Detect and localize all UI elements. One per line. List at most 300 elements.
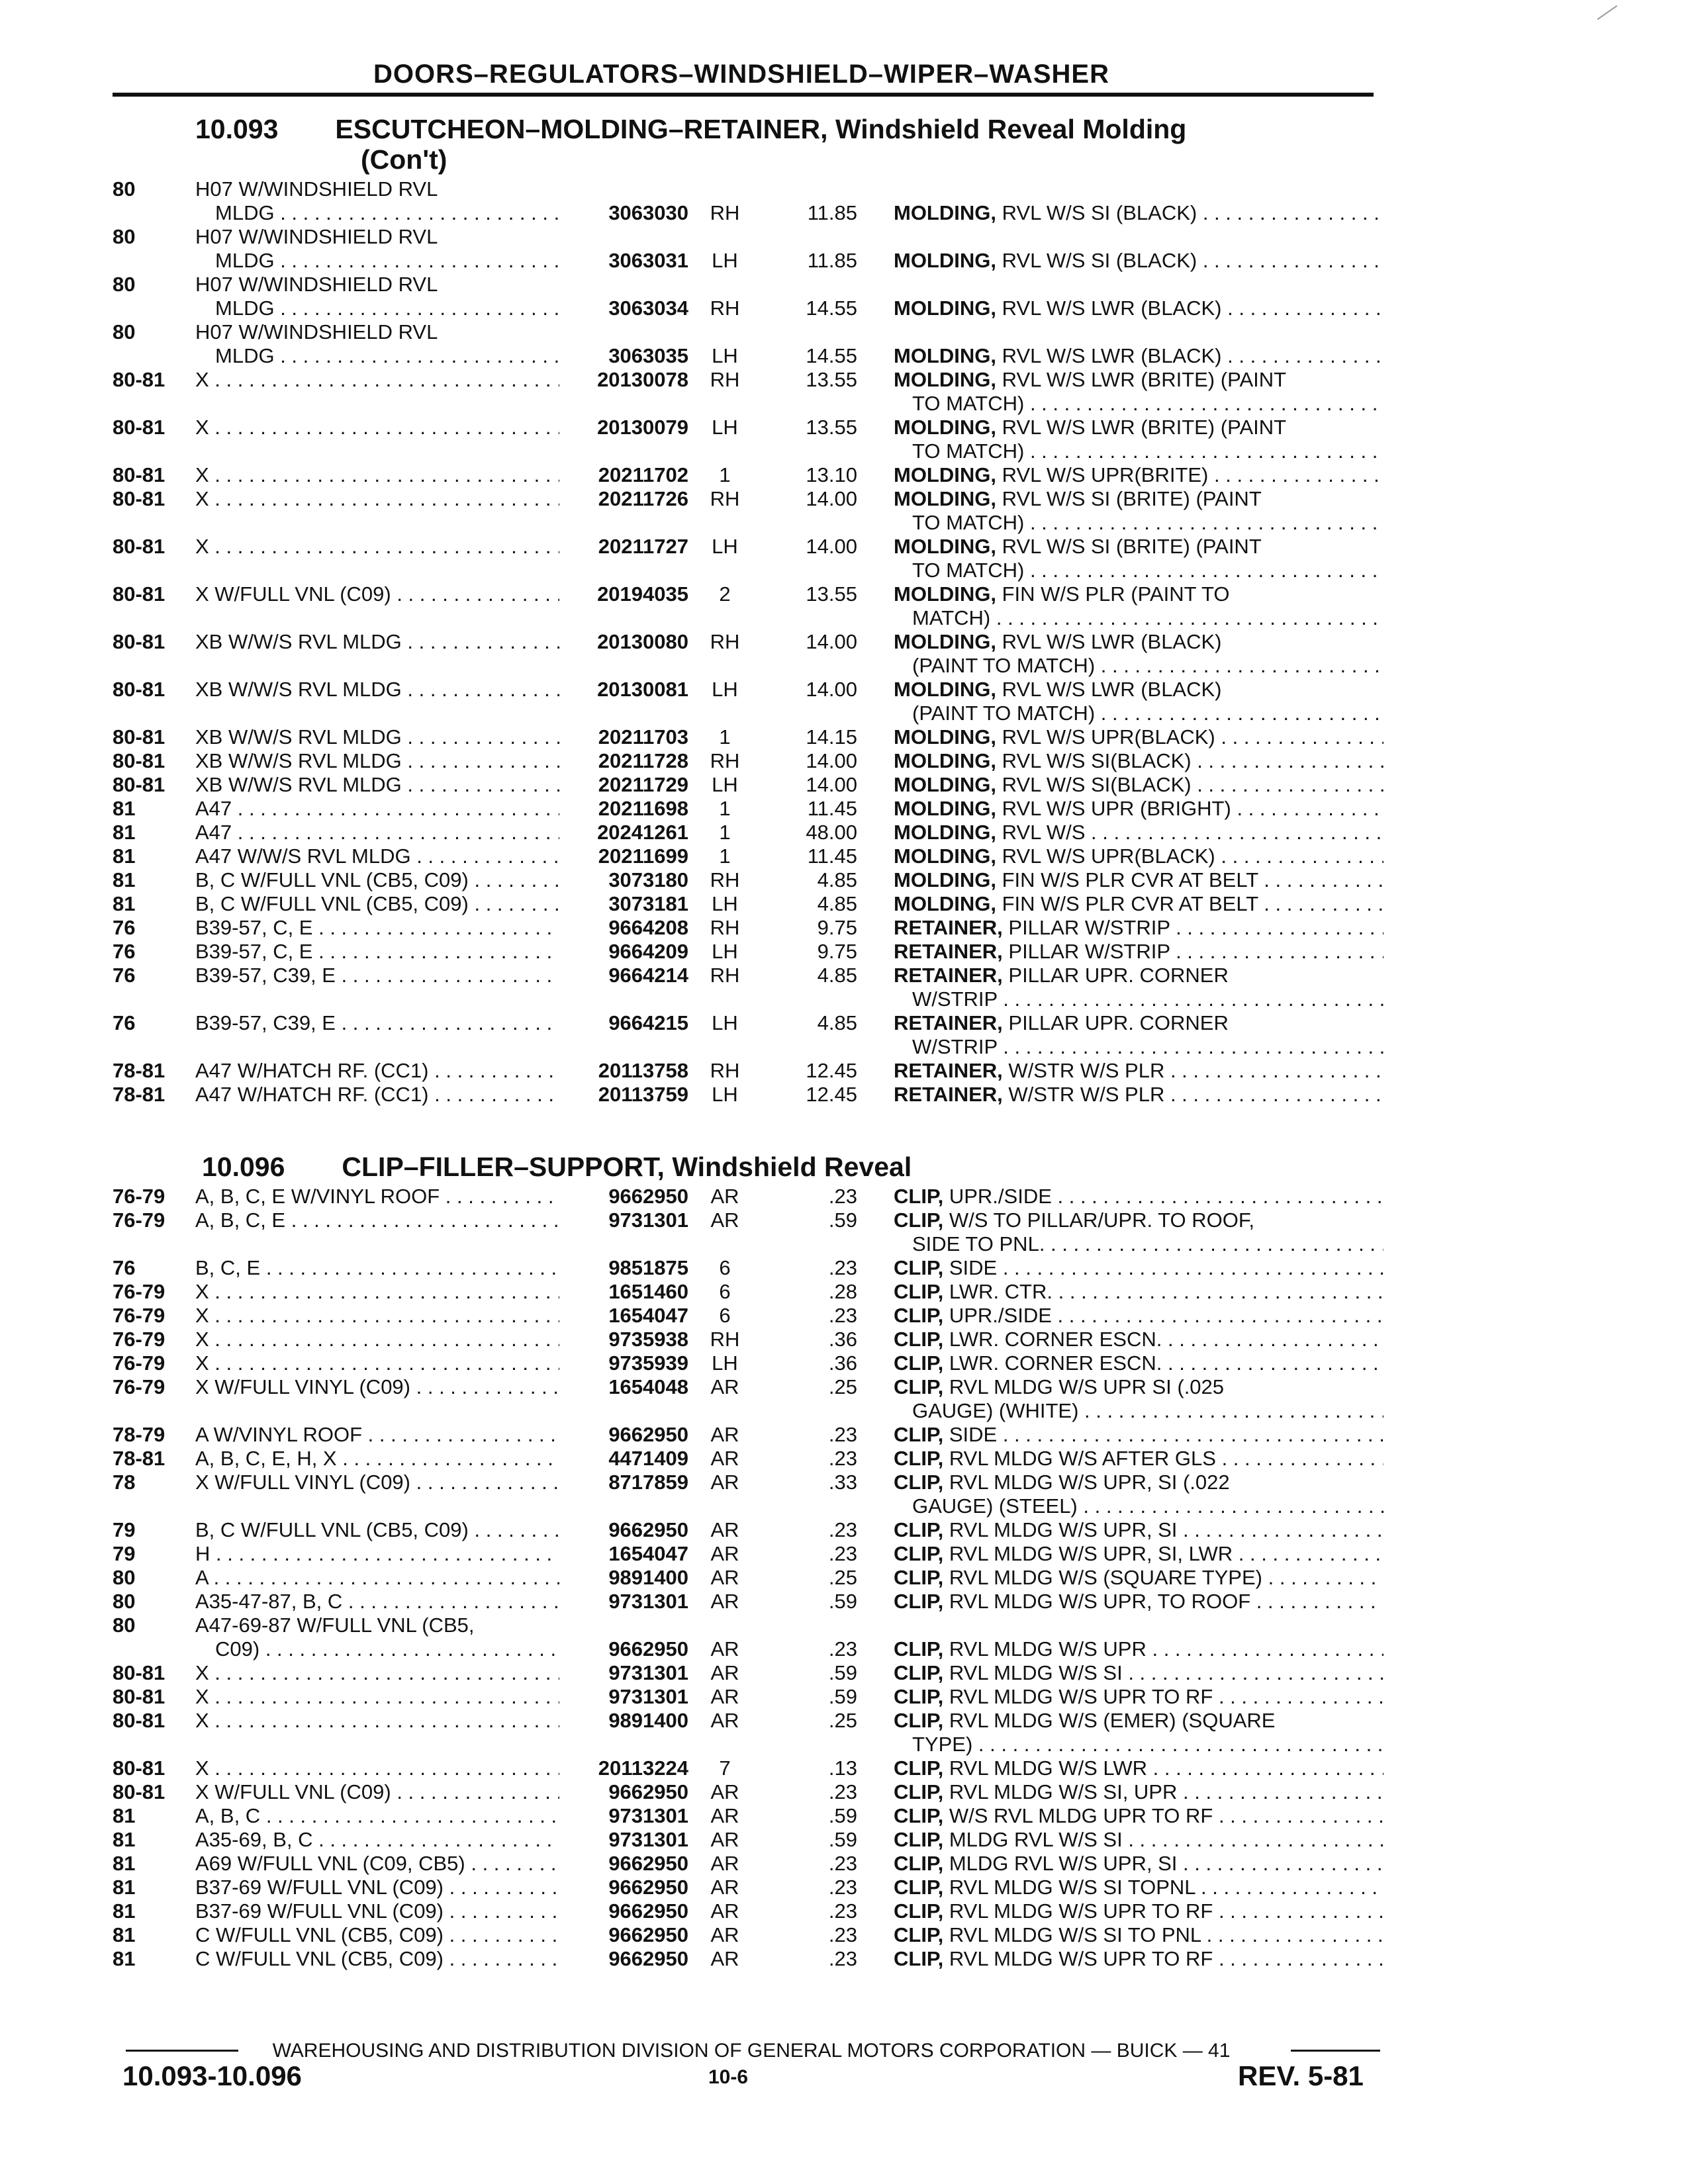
table-row bbox=[113, 1328, 1390, 1351]
part-name bbox=[894, 1709, 1383, 1756]
part-name-line-1: RVL MLDG W/S UPR SI (.025 bbox=[949, 1375, 1225, 1398]
part-name-line-2: (PAINT TO MATCH) . . . bbox=[894, 654, 1383, 678]
list-price: 14.00 bbox=[806, 678, 857, 701]
part-name-line-1: RVL W/S SI (BRITE) (PAINT bbox=[1002, 535, 1262, 558]
quantity: RH bbox=[710, 916, 740, 939]
part-name bbox=[894, 844, 1383, 868]
section-title: ESCUTCHEON–MOLDING–RETAINER, bbox=[335, 114, 828, 144]
model-year: 80-81 bbox=[113, 678, 165, 701]
model-year: 80 bbox=[113, 225, 136, 248]
part-name bbox=[894, 1256, 1383, 1280]
model-description bbox=[195, 1804, 559, 1828]
quantity: AR bbox=[710, 1661, 739, 1684]
quantity: AR bbox=[710, 1208, 739, 1232]
description-line-1: B, C, E . . . bbox=[195, 1256, 559, 1279]
part-name bbox=[894, 1876, 1383, 1899]
part-noun: CLIP, bbox=[894, 1256, 944, 1279]
part-number: 9731301 bbox=[608, 1208, 688, 1232]
part-number: 20211729 bbox=[598, 773, 688, 796]
model-description bbox=[195, 1328, 559, 1351]
model-year: 80 bbox=[113, 1566, 136, 1589]
part-noun: CLIP, bbox=[894, 1828, 944, 1851]
part-name-line-1: RVL MLDG W/S SI TOPNL . . . bbox=[949, 1876, 1383, 1899]
part-number: 20113759 bbox=[598, 1083, 688, 1106]
list-price: .23 bbox=[828, 1256, 857, 1279]
part-name-line-2: MATCH) . . . bbox=[894, 606, 1383, 630]
quantity: 7 bbox=[719, 1756, 731, 1780]
list-price: 4.85 bbox=[817, 868, 857, 891]
part-number: 9851875 bbox=[608, 1256, 688, 1279]
part-number: 9662950 bbox=[608, 1518, 688, 1541]
part-name-line-2: TYPE) . . . bbox=[894, 1733, 1383, 1756]
part-name bbox=[894, 797, 1383, 821]
model-description bbox=[195, 1280, 559, 1304]
part-name bbox=[894, 296, 1383, 320]
part-name-line-1: UPR./SIDE . . . bbox=[949, 1185, 1383, 1208]
part-name bbox=[894, 678, 1383, 725]
part-name-line-1: RVL W/S SI (BLACK) . . . bbox=[1002, 201, 1383, 224]
parts-table-10-096 bbox=[113, 1185, 1390, 1971]
table-row bbox=[113, 1685, 1390, 1709]
part-name-line-1: PILLAR UPR. CORNER bbox=[1008, 964, 1229, 987]
part-noun: MOLDING, bbox=[894, 749, 996, 772]
table-row bbox=[113, 1083, 1390, 1107]
list-price: .59 bbox=[828, 1661, 857, 1684]
table-row bbox=[113, 320, 1390, 368]
table-row bbox=[113, 582, 1390, 630]
footer-revision: REV. 5-81 bbox=[1238, 2060, 1364, 2091]
part-noun: CLIP, bbox=[894, 1447, 944, 1470]
part-noun: CLIP, bbox=[894, 1351, 944, 1375]
part-name-line-1: RVL MLDG W/S AFTER GLS . . . bbox=[949, 1447, 1383, 1470]
part-number: 20130080 bbox=[597, 630, 688, 653]
model-year: 81 bbox=[113, 892, 136, 915]
part-name bbox=[894, 1542, 1383, 1566]
model-year: 81 bbox=[113, 844, 136, 868]
model-description bbox=[195, 964, 559, 987]
part-name-line-1: RVL MLDG W/S UPR, SI . . . bbox=[949, 1518, 1383, 1541]
part-name bbox=[894, 463, 1383, 487]
list-price: .25 bbox=[828, 1709, 857, 1732]
model-description bbox=[195, 1828, 559, 1852]
part-name bbox=[894, 1471, 1383, 1518]
list-price: .59 bbox=[828, 1804, 857, 1827]
model-year: 76 bbox=[113, 1011, 136, 1034]
part-name bbox=[894, 1185, 1383, 1208]
table-row bbox=[113, 1804, 1390, 1828]
model-year: 80-81 bbox=[113, 749, 165, 772]
list-price: 12.45 bbox=[806, 1083, 857, 1106]
table-row bbox=[113, 1876, 1390, 1899]
quantity: LH bbox=[712, 1351, 738, 1375]
list-price: .23 bbox=[828, 1185, 857, 1208]
description-line-1: A, B, C, E W/VINYL ROOF . . . bbox=[195, 1185, 559, 1208]
model-year: 80-81 bbox=[113, 773, 165, 796]
description-line-2: MLDG . . . bbox=[195, 344, 559, 368]
part-name-line-1: W/S TO PILLAR/UPR. TO ROOF, bbox=[949, 1208, 1254, 1232]
part-name-line-2: (PAINT TO MATCH) . . . bbox=[894, 702, 1383, 725]
list-price: .59 bbox=[828, 1590, 857, 1613]
part-number: 9731301 bbox=[608, 1685, 688, 1708]
part-name bbox=[894, 1947, 1383, 1971]
description-line-1: X . . . bbox=[195, 487, 559, 510]
model-description bbox=[195, 273, 559, 320]
part-name-line-1: RVL W/S UPR (BRIGHT) . . . bbox=[1002, 797, 1383, 820]
part-name bbox=[894, 487, 1383, 535]
quantity: LH bbox=[712, 249, 738, 272]
description-line-2: MLDG . . . bbox=[195, 201, 559, 225]
model-description bbox=[195, 1590, 559, 1614]
part-noun: CLIP, bbox=[894, 1518, 944, 1541]
part-name bbox=[894, 821, 1383, 844]
list-price: 11.85 bbox=[807, 249, 857, 272]
part-noun: RETAINER, bbox=[894, 916, 1003, 939]
model-year: 80 bbox=[113, 177, 136, 201]
description-line-1: H07 W/WINDSHIELD RVL bbox=[195, 273, 438, 296]
part-name bbox=[894, 1756, 1383, 1780]
part-noun: CLIP, bbox=[894, 1685, 944, 1708]
model-year: 78-79 bbox=[113, 1423, 165, 1446]
part-number: 20211703 bbox=[598, 725, 688, 749]
table-row bbox=[113, 1852, 1390, 1876]
part-name bbox=[894, 249, 1383, 273]
description-line-1: X W/FULL VINYL (C09) . . . bbox=[195, 1375, 559, 1398]
part-noun: CLIP, bbox=[894, 1280, 944, 1303]
part-number: 9662950 bbox=[608, 1637, 688, 1661]
model-description bbox=[195, 368, 559, 392]
part-name bbox=[894, 1208, 1383, 1256]
model-year: 81 bbox=[113, 1947, 136, 1970]
model-year: 78 bbox=[113, 1471, 136, 1494]
part-name-line-1: RVL MLDG W/S SI TO PNL . . . bbox=[949, 1923, 1383, 1946]
part-number: 1651460 bbox=[608, 1280, 688, 1303]
description-line-1: XB W/W/S RVL MLDG . . . bbox=[195, 773, 559, 796]
part-noun: CLIP, bbox=[894, 1923, 944, 1946]
description-line-1: XB W/W/S RVL MLDG . . . bbox=[195, 678, 559, 701]
table-row bbox=[113, 1899, 1390, 1923]
model-description bbox=[195, 416, 559, 439]
part-number: 9731301 bbox=[608, 1661, 688, 1684]
part-noun: CLIP, bbox=[894, 1471, 944, 1494]
model-description bbox=[195, 1518, 559, 1542]
section-continued: (Con't) bbox=[361, 144, 447, 175]
quantity: AR bbox=[710, 1852, 739, 1875]
quantity: LH bbox=[712, 940, 738, 963]
description-line-1: C W/FULL VNL (CB5, C09) . . . bbox=[195, 1947, 559, 1970]
part-name-line-1: LWR. CORNER ESCN. . . . bbox=[949, 1328, 1383, 1351]
part-number: 9731301 bbox=[608, 1804, 688, 1827]
quantity: AR bbox=[710, 1637, 739, 1661]
part-name bbox=[894, 1518, 1383, 1542]
table-row bbox=[113, 416, 1390, 463]
model-year: 79 bbox=[113, 1542, 136, 1565]
quantity: AR bbox=[710, 1923, 739, 1946]
part-name bbox=[894, 1828, 1383, 1852]
part-noun: MOLDING, bbox=[894, 368, 996, 391]
model-description bbox=[195, 1471, 559, 1494]
section-heading-10-096 bbox=[202, 1152, 912, 1183]
table-row bbox=[113, 535, 1390, 582]
footer-publisher: WAREHOUSING AND DISTRIBUTION DIVISION OF GENERAL MOTORS CORPORATION — BUICK — 41 bbox=[272, 2040, 1231, 2062]
part-name-line-1: LWR. CTR. . . . bbox=[949, 1280, 1383, 1303]
description-line-1: XB W/W/S RVL MLDG . . . bbox=[195, 749, 559, 772]
part-name bbox=[894, 916, 1383, 940]
list-price: 14.00 bbox=[806, 773, 857, 796]
list-price: 11.45 bbox=[807, 844, 857, 868]
quantity: RH bbox=[710, 749, 740, 772]
list-price: .59 bbox=[828, 1208, 857, 1232]
list-price: 9.75 bbox=[817, 916, 857, 939]
model-description bbox=[195, 630, 559, 654]
description-line-1: H07 W/WINDSHIELD RVL bbox=[195, 320, 438, 343]
table-row bbox=[113, 916, 1390, 940]
description-line-1: A35-69, B, C . . . bbox=[195, 1828, 559, 1851]
list-price: .13 bbox=[828, 1756, 857, 1780]
table-row bbox=[113, 630, 1390, 678]
part-name-line-1: RVL W/S LWR (BLACK) . . . bbox=[1002, 344, 1383, 367]
table-row bbox=[113, 1614, 1390, 1661]
part-noun: CLIP, bbox=[894, 1375, 944, 1398]
table-row bbox=[113, 1375, 1390, 1423]
description-line-1: A . . . bbox=[195, 1566, 559, 1589]
table-row bbox=[113, 273, 1390, 320]
description-line-1: A, B, C, E, H, X . . . bbox=[195, 1447, 559, 1470]
description-line-1: B39-57, C, E . . . bbox=[195, 940, 559, 963]
description-line-1: B, C W/FULL VNL (CB5, C09) . . . bbox=[195, 868, 559, 891]
part-number: 9664214 bbox=[608, 964, 688, 987]
part-name-line-1: RVL MLDG W/S (SQUARE TYPE) . . . bbox=[949, 1566, 1383, 1589]
list-price: .23 bbox=[828, 1637, 857, 1661]
model-description bbox=[195, 1208, 559, 1232]
quantity: LH bbox=[712, 1011, 738, 1034]
table-row bbox=[113, 1756, 1390, 1780]
quantity: LH bbox=[712, 535, 738, 558]
table-row bbox=[113, 1256, 1390, 1280]
list-price: .23 bbox=[828, 1852, 857, 1875]
list-price: .25 bbox=[828, 1566, 857, 1589]
part-name-line-1: FIN W/S PLR CVR AT BELT . . . bbox=[1002, 868, 1383, 891]
quantity: 1 bbox=[719, 821, 731, 844]
part-name-line-1: RVL W/S SI(BLACK) . . . bbox=[1002, 749, 1383, 772]
part-name bbox=[894, 1923, 1383, 1947]
part-noun: CLIP, bbox=[894, 1804, 944, 1827]
part-number: 20113224 bbox=[598, 1756, 688, 1780]
part-noun: CLIP, bbox=[894, 1566, 944, 1589]
model-year: 80-81 bbox=[113, 1756, 165, 1780]
model-year: 78-81 bbox=[113, 1059, 165, 1082]
part-name bbox=[894, 940, 1383, 964]
description-line-1: A47 W/HATCH RF. (CC1) . . . bbox=[195, 1083, 559, 1106]
part-name bbox=[894, 1083, 1383, 1107]
part-name-line-1: SIDE . . . bbox=[949, 1256, 1383, 1279]
table-row bbox=[113, 1447, 1390, 1471]
list-price: 14.55 bbox=[806, 344, 857, 367]
quantity: RH bbox=[710, 368, 740, 391]
part-name bbox=[894, 1685, 1383, 1709]
model-year: 80-81 bbox=[113, 463, 165, 486]
part-name-line-1: RVL MLDG W/S LWR . . . bbox=[949, 1756, 1383, 1780]
part-name-line-1: RVL W/S . . . bbox=[1002, 821, 1383, 844]
part-noun: MOLDING, bbox=[894, 630, 996, 653]
quantity: 1 bbox=[719, 463, 731, 486]
section-subtitle: Windshield Reveal bbox=[672, 1152, 912, 1182]
part-name-line-1: RVL W/S UPR(BLACK) . . . bbox=[1002, 844, 1383, 868]
list-price: 13.55 bbox=[806, 416, 857, 439]
part-noun: CLIP, bbox=[894, 1185, 944, 1208]
part-number: 9735939 bbox=[608, 1351, 688, 1375]
description-line-1: B, C W/FULL VNL (CB5, C09) . . . bbox=[195, 892, 559, 915]
part-noun: CLIP, bbox=[894, 1947, 944, 1970]
part-number: 20211698 bbox=[598, 797, 688, 820]
part-number: 8717859 bbox=[608, 1471, 688, 1494]
part-name-line-1: W/STR W/S PLR . . . bbox=[1008, 1059, 1383, 1082]
model-description bbox=[195, 940, 559, 964]
part-name-line-1: MLDG RVL W/S UPR, SI . . . bbox=[949, 1852, 1383, 1875]
quantity: AR bbox=[710, 1471, 739, 1494]
table-row bbox=[113, 821, 1390, 844]
part-noun: CLIP, bbox=[894, 1590, 944, 1613]
part-noun: CLIP, bbox=[894, 1780, 944, 1803]
part-name-line-1: RVL W/S SI(BLACK) . . . bbox=[1002, 773, 1383, 796]
table-row bbox=[113, 487, 1390, 535]
quantity: 6 bbox=[719, 1304, 731, 1327]
part-name-line-1: RVL MLDG W/S UPR, SI, LWR . . . bbox=[949, 1542, 1383, 1565]
quantity: LH bbox=[712, 1083, 738, 1106]
description-line-1: X W/FULL VNL (C09) . . . bbox=[195, 1780, 559, 1803]
description-line-1: A47 W/W/S RVL MLDG . . . bbox=[195, 844, 559, 868]
part-name bbox=[894, 868, 1383, 892]
part-name-line-1: PILLAR W/STRIP . . . bbox=[1008, 940, 1383, 963]
part-name bbox=[894, 1280, 1383, 1304]
model-year: 80 bbox=[113, 1614, 136, 1637]
part-number: 3063035 bbox=[608, 344, 688, 367]
description-line-1: X W/FULL VINYL (C09) . . . bbox=[195, 1471, 559, 1494]
part-name-line-1: RVL W/S LWR (BRITE) (PAINT bbox=[1002, 416, 1287, 439]
description-line-1: X W/FULL VNL (C09) . . . bbox=[195, 582, 559, 606]
part-noun: MOLDING, bbox=[894, 844, 996, 868]
description-line-1: X . . . bbox=[195, 463, 559, 486]
model-year: 76-79 bbox=[113, 1280, 165, 1303]
part-name-line-1: RVL W/S LWR (BLACK) bbox=[1002, 678, 1222, 701]
part-noun: MOLDING, bbox=[894, 892, 996, 915]
part-name-line-2: W/STRIP . . . bbox=[894, 987, 1383, 1011]
list-price: 14.00 bbox=[806, 487, 857, 510]
part-noun: MOLDING, bbox=[894, 296, 996, 320]
description-line-2: C09) . . . bbox=[195, 1637, 559, 1661]
part-number: 9664208 bbox=[608, 916, 688, 939]
description-line-1: B, C W/FULL VNL (CB5, C09) . . . bbox=[195, 1518, 559, 1541]
quantity: AR bbox=[710, 1590, 739, 1613]
quantity: AR bbox=[710, 1423, 739, 1446]
part-name bbox=[894, 749, 1383, 773]
quantity: AR bbox=[710, 1375, 739, 1398]
model-description bbox=[195, 225, 559, 273]
part-name-line-1: RVL MLDG W/S UPR TO RF . . . bbox=[949, 1899, 1383, 1923]
part-number: 20194035 bbox=[597, 582, 688, 606]
part-name bbox=[894, 1566, 1383, 1590]
part-noun: RETAINER, bbox=[894, 940, 1003, 963]
model-year: 81 bbox=[113, 1876, 136, 1899]
table-row bbox=[113, 725, 1390, 749]
table-row bbox=[113, 1280, 1390, 1304]
table-row bbox=[113, 463, 1390, 487]
part-number: 20211728 bbox=[598, 749, 688, 772]
part-name bbox=[894, 1899, 1383, 1923]
part-name-line-1: W/STR W/S PLR . . . bbox=[1008, 1083, 1383, 1106]
part-name-line-1: RVL MLDG W/S SI, UPR . . . bbox=[949, 1780, 1383, 1803]
part-name-line-1: PILLAR W/STRIP . . . bbox=[1008, 916, 1383, 939]
table-row bbox=[113, 1590, 1390, 1614]
model-year: 80-81 bbox=[113, 630, 165, 653]
list-price: .59 bbox=[828, 1685, 857, 1708]
list-price: 13.55 bbox=[806, 368, 857, 391]
part-name bbox=[894, 1590, 1383, 1614]
model-description bbox=[195, 821, 559, 844]
model-description bbox=[195, 1351, 559, 1375]
quantity: 6 bbox=[719, 1256, 731, 1279]
model-description bbox=[195, 1661, 559, 1685]
part-noun: MOLDING, bbox=[894, 416, 996, 439]
table-row bbox=[113, 940, 1390, 964]
part-noun: CLIP, bbox=[894, 1852, 944, 1875]
model-description bbox=[195, 1614, 559, 1661]
part-name bbox=[894, 368, 1383, 416]
quantity: LH bbox=[712, 892, 738, 915]
part-name-line-1: LWR. CORNER ESCN. . . . bbox=[949, 1351, 1383, 1375]
part-noun: MOLDING, bbox=[894, 344, 996, 367]
description-line-1: H . . . bbox=[195, 1542, 559, 1565]
table-row bbox=[113, 1471, 1390, 1518]
model-description bbox=[195, 725, 559, 749]
list-price: .23 bbox=[828, 1447, 857, 1470]
part-number: 1654048 bbox=[608, 1375, 688, 1398]
part-name-line-2: TO MATCH) . . . bbox=[894, 511, 1383, 535]
table-row bbox=[113, 773, 1390, 797]
part-number: 1654047 bbox=[608, 1304, 688, 1327]
model-description bbox=[195, 773, 559, 797]
part-name-line-1: RVL W/S SI (BRITE) (PAINT bbox=[1002, 487, 1262, 510]
part-name bbox=[894, 535, 1383, 582]
model-year: 81 bbox=[113, 797, 136, 820]
part-number: 9891400 bbox=[608, 1566, 688, 1589]
table-row bbox=[113, 1780, 1390, 1804]
model-year: 81 bbox=[113, 1804, 136, 1827]
list-price: 4.85 bbox=[817, 1011, 857, 1034]
part-name bbox=[894, 344, 1383, 368]
part-number: 9662950 bbox=[608, 1923, 688, 1946]
model-year: 76 bbox=[113, 964, 136, 987]
table-row bbox=[113, 749, 1390, 773]
model-description bbox=[195, 678, 559, 702]
description-line-1: XB W/W/S RVL MLDG . . . bbox=[195, 630, 559, 653]
quantity: AR bbox=[710, 1828, 739, 1851]
part-name-line-2: SIDE TO PNL. . . . bbox=[894, 1232, 1383, 1256]
quantity: AR bbox=[710, 1780, 739, 1803]
part-noun: CLIP, bbox=[894, 1542, 944, 1565]
description-line-1: A, B, C, E . . . bbox=[195, 1208, 559, 1232]
part-noun: CLIP, bbox=[894, 1661, 944, 1684]
part-name bbox=[894, 1011, 1383, 1059]
part-number: 1654047 bbox=[608, 1542, 688, 1565]
model-year: 76-79 bbox=[113, 1375, 165, 1398]
part-number: 3063030 bbox=[608, 201, 688, 224]
list-price: 4.85 bbox=[817, 964, 857, 987]
footer-page-number: 10-6 bbox=[708, 2066, 749, 2088]
table-row bbox=[113, 1828, 1390, 1852]
quantity: AR bbox=[710, 1447, 739, 1470]
quantity: AR bbox=[710, 1947, 739, 1970]
model-year: 76 bbox=[113, 1256, 136, 1279]
